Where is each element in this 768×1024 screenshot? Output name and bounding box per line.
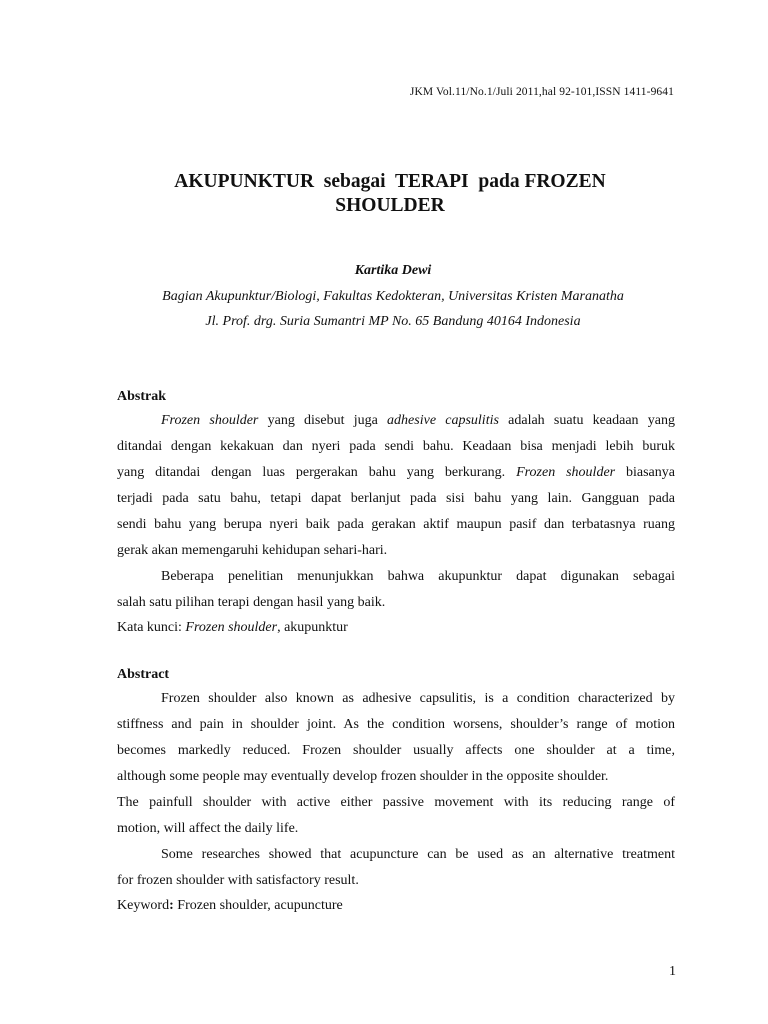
keywords-text: , akupunktur — [277, 620, 348, 635]
text-line — [117, 460, 675, 486]
text-line: Some researches showed that acupuncture can be used as an alternative treatment — [161, 847, 675, 862]
abstract-paragraph-1 — [117, 686, 675, 790]
text-run: biasanya — [615, 465, 675, 480]
italic-term: Frozen shoulder — [516, 465, 616, 480]
affiliation-line-1: Bagian Akupunktur/Biologi, Fakultas Kedokteran, Universitas Kristen Maranatha — [162, 289, 624, 304]
title-line-2: SHOULDER — [335, 195, 445, 216]
text-line: The painfull shoulder with active either passive movement with its reducing range of — [117, 795, 675, 810]
text-line — [117, 408, 675, 434]
text-line: motion, will affect the daily life. — [117, 821, 299, 836]
text-line: salah satu pilihan terapi dengan hasil yang baik. — [117, 595, 386, 610]
abstrak-section — [117, 386, 675, 640]
text-line: although some people may eventually develop frozen shoulder in the opposite shoulder. — [117, 769, 609, 784]
text-line: Beberapa penelitian menunjukkan bahwa akupunktur dapat digunakan sebagai — [161, 569, 675, 584]
text-line: stiffness and pain in shoulder joint. As the condition worsens, shoulder’s range of motion — [117, 717, 675, 732]
abstrak-keywords — [117, 616, 675, 640]
text-line: gerak akan memengaruhi kehidupan sehari-hari. — [117, 543, 388, 558]
text-line: sendi bahu yang berupa nyeri baik pada gerakan aktif maupun pasif dan terbatasnya ruang — [117, 517, 675, 532]
keywords-colon: : — [169, 898, 174, 913]
keywords-text: Frozen shoulder, acupuncture — [173, 898, 343, 913]
abstract-keywords — [117, 894, 675, 918]
author-name: Kartika Dewi — [354, 263, 432, 278]
paper-title — [100, 170, 680, 218]
text-line: terjadi pada satu bahu, tetapi dapat berlanjut pada sisi bahu yang lain. Gangguan pada — [117, 491, 675, 506]
text-line: becomes markedly reduced. Frozen shoulder usually affects one shoulder at a time, — [117, 743, 675, 758]
text-line: Frozen shoulder also known as adhesive capsulitis, is a condition characterized by — [161, 691, 675, 706]
abstract-paragraph-3 — [117, 842, 675, 894]
keywords-label: Kata kunci: — [117, 620, 186, 635]
text-run: yang disebut juga — [258, 413, 388, 428]
keywords-label: Keyword — [117, 898, 170, 913]
text-line: for frozen shoulder with satisfactory result. — [117, 873, 359, 888]
text-line: ditandai dengan kekakuan dan nyeri pada sendi bahu. Keadaan bisa menjadi lebih buruk — [117, 439, 675, 454]
page-number: 1 — [669, 964, 676, 979]
italic-term: adhesive capsulitis — [387, 413, 499, 428]
text-run: adalah suatu keadaan yang — [498, 413, 675, 428]
title-line-1: AKUPUNKTUR sebagai TERAPI pada FROZEN — [174, 171, 606, 192]
abstract-paragraph-2 — [117, 790, 675, 842]
italic-term: Frozen shoulder — [185, 620, 278, 635]
affiliation-line-2: Jl. Prof. drg. Suria Sumantri MP No. 65 Bandung 40164 Indonesia — [205, 314, 581, 329]
abstract-section — [117, 664, 675, 918]
abstract-heading: Abstract — [117, 667, 170, 682]
abstrak-paragraph-2 — [117, 564, 675, 616]
italic-term: Frozen shoulder — [161, 413, 259, 428]
abstrak-paragraph-1 — [117, 408, 675, 564]
abstrak-heading: Abstrak — [117, 389, 167, 404]
journal-reference: JKM Vol.11/No.1/Juli 2011,hal 92-101,ISSN 1411-9641 — [409, 86, 674, 98]
text-run: yang ditandai dengan luas pergerakan bahu yang berkurang. — [117, 465, 517, 480]
